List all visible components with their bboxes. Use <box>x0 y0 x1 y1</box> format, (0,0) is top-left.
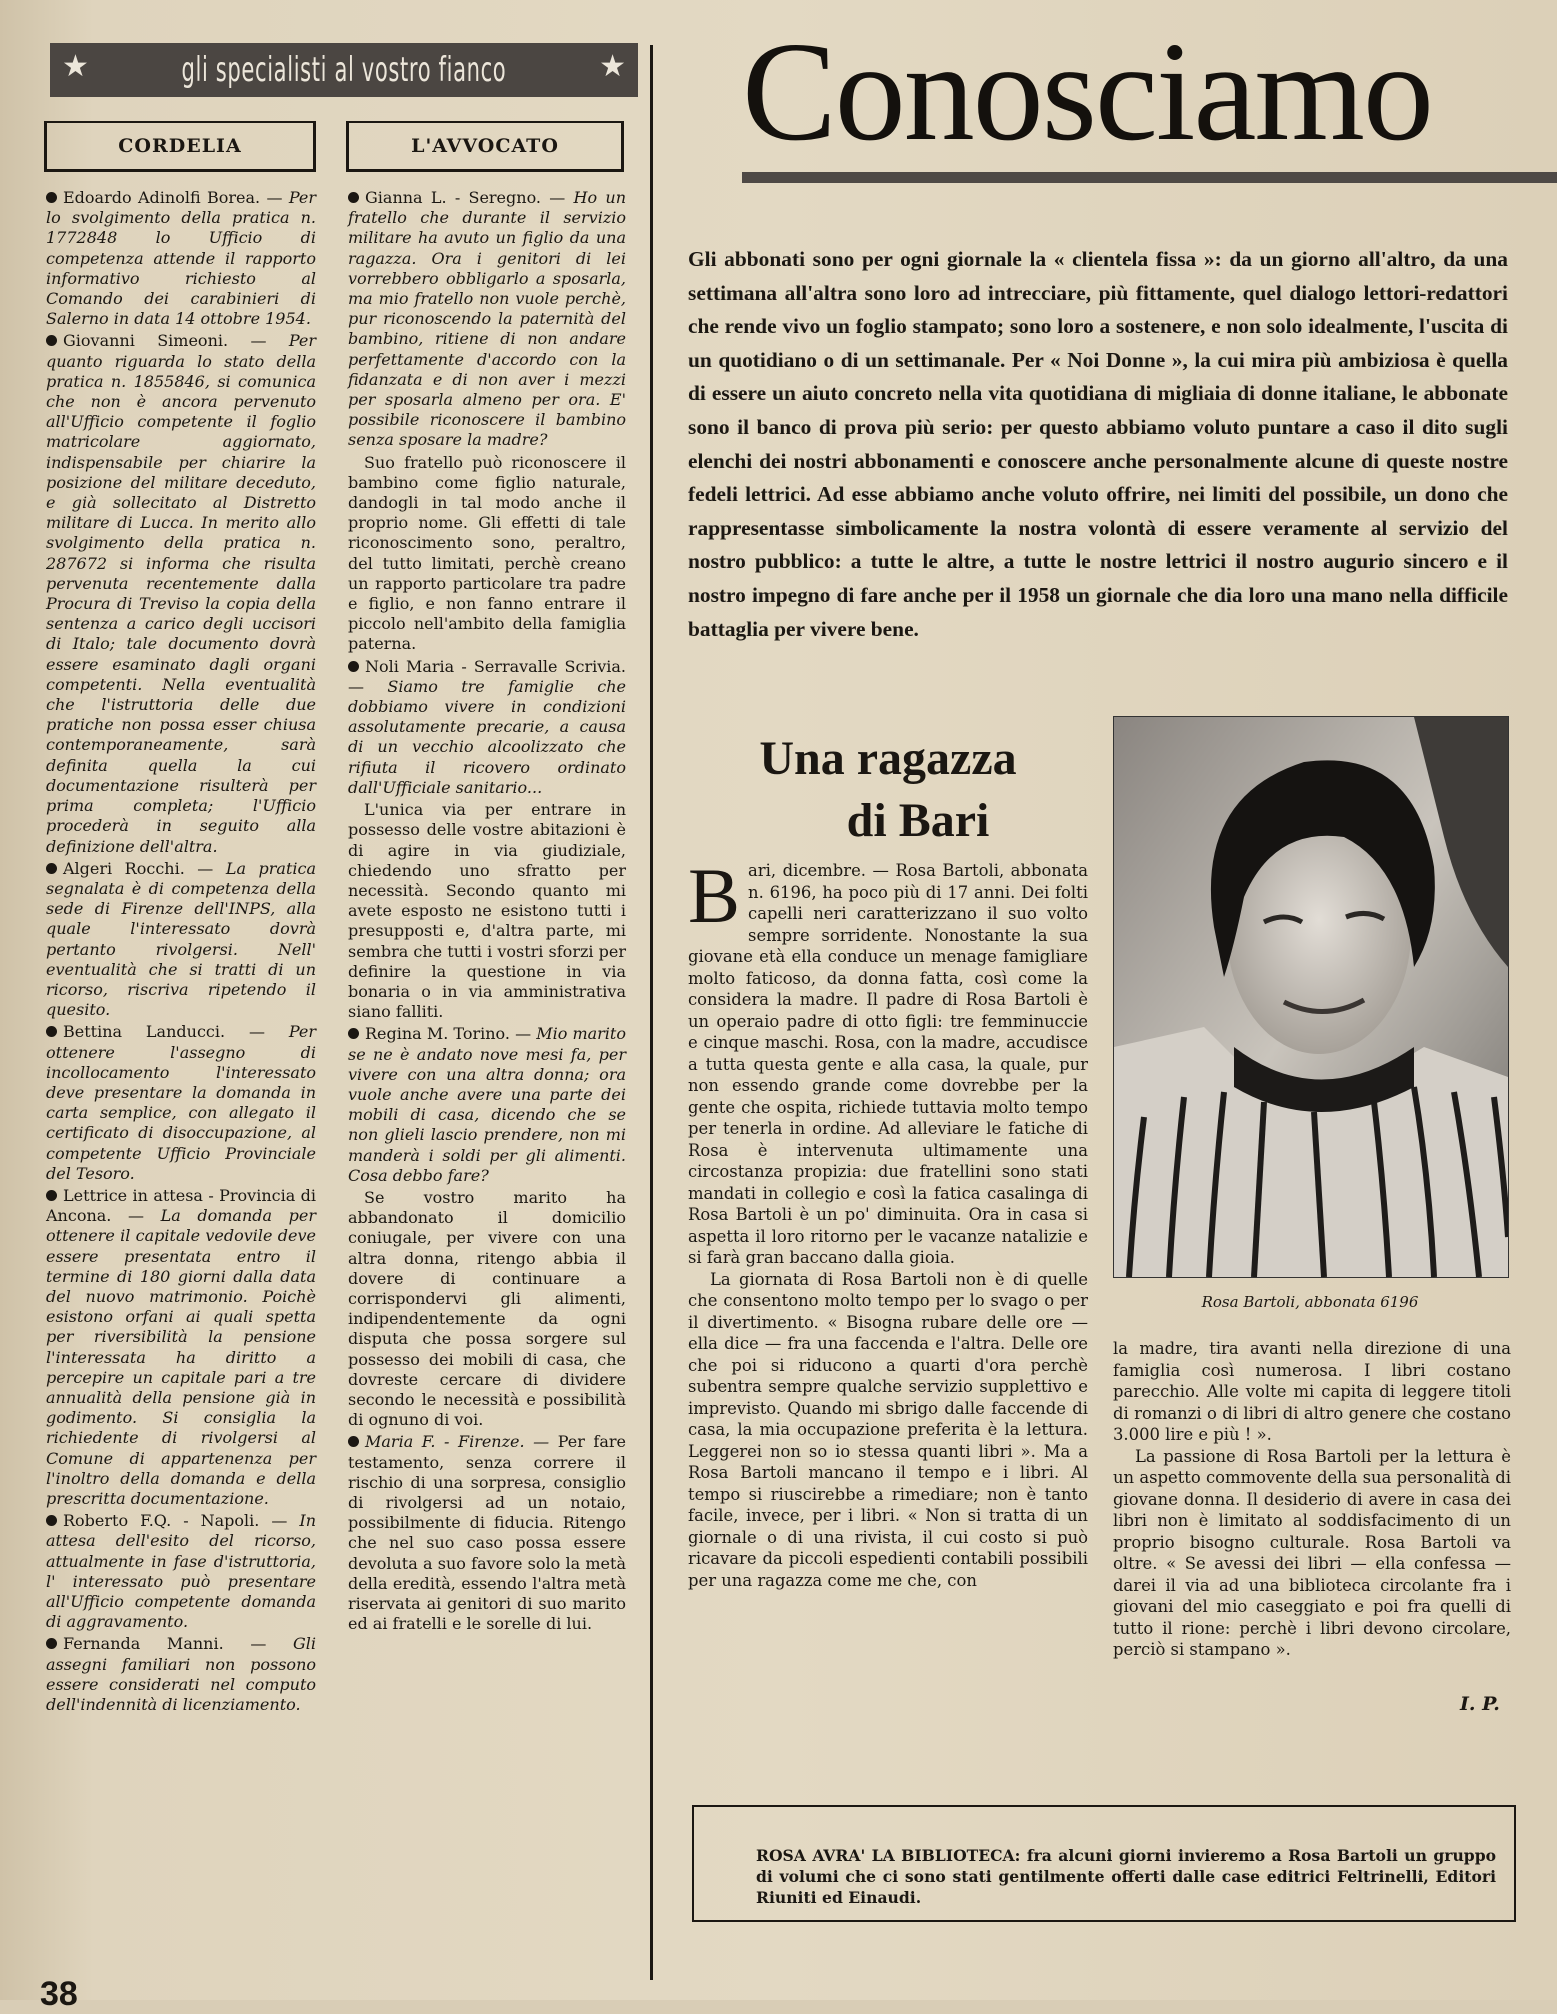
article-paragraph: La giornata di Rosa Bartoli non è di quelle che consentono molto tempo per lo svago o per il divertimento. « Bisogna rubare delle ore — ella dice — fra una faccenda e l'altra. Delle ore che poi si riducono a quarti d'ora perchè subentra sempre qualche servizio supplettivo e imprevisto. Quando mi sbrigo dalle faccende di casa, la mia occupazione preferita è la lettura. Leggerei non so io stessa quanti libri ». Ma a Rosa Bartoli mancano il tempo e i libri. Al tempo si riuscirebbe a rimediare; non è tanto facile, invece, per i libri. « Non si tratta di un giornale o di una rivista, il cui costo si può ricavare da piccoli espedienti contabili possibili per una ragazza come me che, con <box>688 1269 1088 1590</box>
article-column-1 <box>688 852 1088 1591</box>
bullet-icon <box>46 335 57 346</box>
star-icon: ★ <box>599 50 626 83</box>
cordelia-heading: CORDELIA <box>44 121 316 172</box>
author-signature: I. P. <box>1460 1693 1500 1715</box>
avvocato-answer: Se vostro marito ha abbandonato il domicilio coniugale, per vivere con una altra donna, ritengo abbia il dovere di continuare a corrispondervi gli alimenti, indipendentemente da ogni disputa che possa sorgere sul possesso dei mobili di casa, che dovreste cercare di dividere secondo le necessità e possibilità di ognuno di voi. <box>348 1187 626 1430</box>
bullet-icon <box>348 192 359 203</box>
cordelia-column <box>46 188 316 1717</box>
bullet-icon <box>46 1515 57 1526</box>
portrait-photo <box>1113 716 1509 1278</box>
article-paragraph: Bari, dicembre. — Rosa Bartoli, abbonata n. 6196, ha poco più di 17 anni. Dei folti capelli neri caratterizzano il suo volto sempre sorridente. Nonostante la sua giovane età ella conduce un menage famigliare molto faticoso, da donna fatta, così come la considera la madre. Il padre di Rosa Bartoli è un operaio padre di otto figli: tre femminuccie e cinque maschi. Rosa, con la madre, accudisce a tutta questa gente e alla casa, la quale, pur non essendo grande come dovrebbe per la gente che ospita, richiede tuttavia molto tempo per tenerla in ordine. Ad alleviare le fatiche di Rosa è intervenuta ultimamente una circostanza propizia: due fratellini sono stati mandati in collegio e così la fatica casalinga di Rosa Bartoli è un po' diminuita. Ora in casa si aspetta il loro ritorno per le vacanze natalizie e si farà gran baccano dalla gioia. <box>688 852 1088 1267</box>
page-title: Conosciamo <box>742 12 1432 170</box>
avvocato-entry: Noli Maria - Serravalle Scrivia. — Siamo tre famiglie che dobbiamo vivere in condizioni assolutamente precarie, a causa di un vecchio alcoolizzato che rifiuta il ricovero ordinato dall'Ufficiale sanitario... <box>348 656 626 797</box>
avvocato-entry: Maria F. - Firenze. — Per fare testamento, senza correre il rischio di una sorpresa, consiglio di rivolgersi ad un notaio, possibilmente di fiducia. Ritengo che nel suo caso possa essere devoluta a suo favore solo la metà della eredità, essendo l'altra metà riservata ai genitori di suo marito ed ai fratelli e le sorelle di lui. <box>348 1432 626 1634</box>
announcement-lead: ROSA AVRA' LA BIBLIOTECA: <box>756 1846 1021 1865</box>
avvocato-answer: Suo fratello può riconoscere il bambino come figlio naturale, dandogli in tal modo anche il proprio nome. Gli effetti di tale riconoscimento sono, peraltro, del tutto limitati, perchè creano un rapporto particolare tra padre e figlio, e non fanno entrare il piccolo nell'ambito della famiglia paterna. <box>348 452 626 654</box>
announcement-box <box>692 1805 1516 1922</box>
article-subtitle: Una ragazza di Bari <box>759 732 1017 847</box>
photo-caption: Rosa Bartoli, abbonata 6196 <box>1201 1293 1419 1311</box>
avvocato-answer: L'unica via per entrare in possesso delle vostre abitazioni è di agire in via giudiziale, chiedendo uno sfratto per necessità. Secondo quanto mi avete esposto ne esistono tutti i presupposti e, d'altra parte, mi sembra che tutti i vostri sforzi per definire la questione in via bonaria o in via amministrativa siano falliti. <box>348 800 626 1022</box>
cordelia-entry: Giovanni Simeoni. — Per quanto riguarda lo stato della pratica n. 1855846, si comunica che non è ancora pervenuto all'Ufficio competente il foglio matricolare aggiornato, indispensabile per chiarire la posizione del militare deceduto, e già sollecitato al Distretto militare di Lucca. In merito allo svolgimento della pratica n. 287672 si informa che risulta pervenuta recentemente dalla Procura di Treviso la copia della sentenza a carico degli uccisori di Italo; tale documento dovrà essere esaminato dagli organi competenti. Nella eventualità che l'istruttoria delle due pratiche non possa esser chiusa contemporaneamente, sarà definita quella la cui documentazione risulterà per prima completa; l'Ufficio procederà in seguito alla definizione dell'altra. <box>46 331 316 856</box>
avvocato-column <box>348 188 626 1636</box>
article-intro: Gli abbonati sono per ogni giornale la « clientela fissa »: da un giorno all'altro, da una settimana all'altra sono loro ad intrecciare, più fittamente, quel dialogo lettori-redattori che rende vivo un foglio stampato; sono loro a sostenere, e non solo idealmente, l'uscita di un quotidiano o di un settimanale. Per « Noi Donne », la cui mira più ambiziosa è quella di essere un aiuto concreto nella vita quotidiana di migliaia di donne italiane, le abbonate sono il banco di prova più serio: per questo abbiamo voluto puntare a caso il dito sugli elenchi dei nostri abbonamenti e conoscere anche personalmente alcune di queste nostre fedeli lettrici. Ad esse abbiamo anche voluto offrire, nei limiti del possibile, un dono che rappresentasse simbolicamente la nostra volontà di essere veramente al servizio del nostro pubblico: a tutte le altre, a tutte le nostre lettrici il nostro augurio sincero e il nostro impegno di fare anche per il 1958 un giornale che dia loro una mano nella difficile battaglia per vivere bene. <box>688 247 1508 641</box>
cordelia-entry: Roberto F.Q. - Napoli. — In attesa dell'esito del ricorso, attualmente in fase d'istruttoria, l' interessato può presentare all'Ufficio competente domanda di aggravamento. <box>46 1511 316 1632</box>
article-column-2 <box>1113 1338 1511 1661</box>
bullet-icon <box>348 1028 359 1039</box>
avvocato-heading: L'AVVOCATO <box>346 121 624 172</box>
cordelia-entry: Algeri Rocchi. — La pratica segnalata è di competenza della sede di Firenze dell'INPS, alla quale l'interessato dovrà pertanto rivolgersi. Nell' eventualità che si tratti di un ricorso, riscriva ripetendo il quesito. <box>46 858 316 1020</box>
title-rule <box>742 172 1557 183</box>
cordelia-entry: Fernanda Manni. — Gli assegni familiari non possono essere considerati nel computo dell'indennità di licenziamento. <box>46 1634 316 1715</box>
announcement-text: fra alcuni giorni invieremo a Rosa Bartoli un gruppo di volumi che ci sono stati gentilmente offerti dalle case editrici Feltrinelli, Editori Riuniti ed Einaudi. <box>756 1846 1497 1907</box>
bullet-icon <box>348 1436 359 1447</box>
column-divider <box>650 45 653 1980</box>
section-banner <box>50 43 638 97</box>
cordelia-entry: Edoardo Adinolfi Borea. — Per lo svolgimento della pratica n. 1772848 lo Ufficio di competenza attende il rapporto informativo richiesto al Comando dei carabinieri di Salerno in data 14 ottobre 1954. <box>46 188 316 329</box>
banner-title: gli specialisti al vostro fianco <box>181 50 507 90</box>
article-paragraph: la madre, tira avanti nella direzione di una famiglia così numerosa. I libri costano parecchio. Alle volte mi capita di leggere titoli di romanzi o di libri di altro genere che costano 3.000 lire e più ! ». <box>1113 1339 1511 1444</box>
portrait-illustration <box>1114 717 1508 1277</box>
page-number: 38 <box>40 1975 78 2013</box>
avvocato-entry: Regina M. Torino. — Mio marito se ne è andato nove mesi fa, per vivere con una altra donna; ora vuole anche avere una parte dei mobili di casa, dicendo che se non glieli lascio prendere, non mi manderà i soldi per gli alimenti. Cosa debbo fare? <box>348 1024 626 1185</box>
bullet-icon <box>46 1026 57 1037</box>
bullet-icon <box>46 192 57 203</box>
article-paragraph: La passione di Rosa Bartoli per la lettura è un aspetto commovente della sua personalità di giovane donna. Il desiderio di avere in casa dei libri non è limitato al soddisfacimento di un proprio bisogno culturale. Rosa Bartoli va oltre. « Se avessi dei libri — ella confessa — darei il via ad una biblioteca circolante fra i giovani del mio caseggiato e poi fra quelli di tutto il rione: perchè i libri devono circolare, perciò si stampano ». <box>1113 1446 1511 1659</box>
star-icon: ★ <box>62 50 89 83</box>
bullet-icon <box>46 1190 57 1201</box>
drop-cap: B <box>688 852 741 939</box>
cordelia-entry: Lettrice in attesa - Provincia di Ancona. — La domanda per ottenere il capitale vedovile deve essere presentata entro il termine di 180 giorni dalla data del nuovo matrimonio. Poichè esistono orfani ai quali spetta per riversibilità la pensione l'interessata ha diritto a percepire un capitale pari a tre annualità della pensione già in godimento. Si consiglia la richiedente di rivolgersi al Comune di appartenenza per l'inoltro della domanda e della prescritta documentazione. <box>46 1185 316 1508</box>
bullet-icon <box>46 1638 57 1649</box>
bullet-icon <box>46 863 57 874</box>
cordelia-entry: Bettina Landucci. — Per ottenere l'assegno di incollocamento l'interessato deve presentare la domanda in carta semplice, con allegato il certificato di disoccupazione, al competente Ufficio Provinciale del Tesoro. <box>46 1022 316 1183</box>
bullet-icon <box>348 661 359 672</box>
avvocato-entry: Gianna L. - Seregno. — Ho un fratello che durante il servizio militare ha avuto un figlio da una ragazza. Ora i genitori di lei vorrebbero obbligarlo a sposarla, ma mio fratello non vuole perchè, pur riconoscendo la paternità del bambino, ritiene di non andare perfettamente d'accordo con la fidanzata e di non aver i mezzi per sposarla almeno per ora. E' possibile riconoscere il bambino senza sposare la madre? <box>348 188 627 450</box>
